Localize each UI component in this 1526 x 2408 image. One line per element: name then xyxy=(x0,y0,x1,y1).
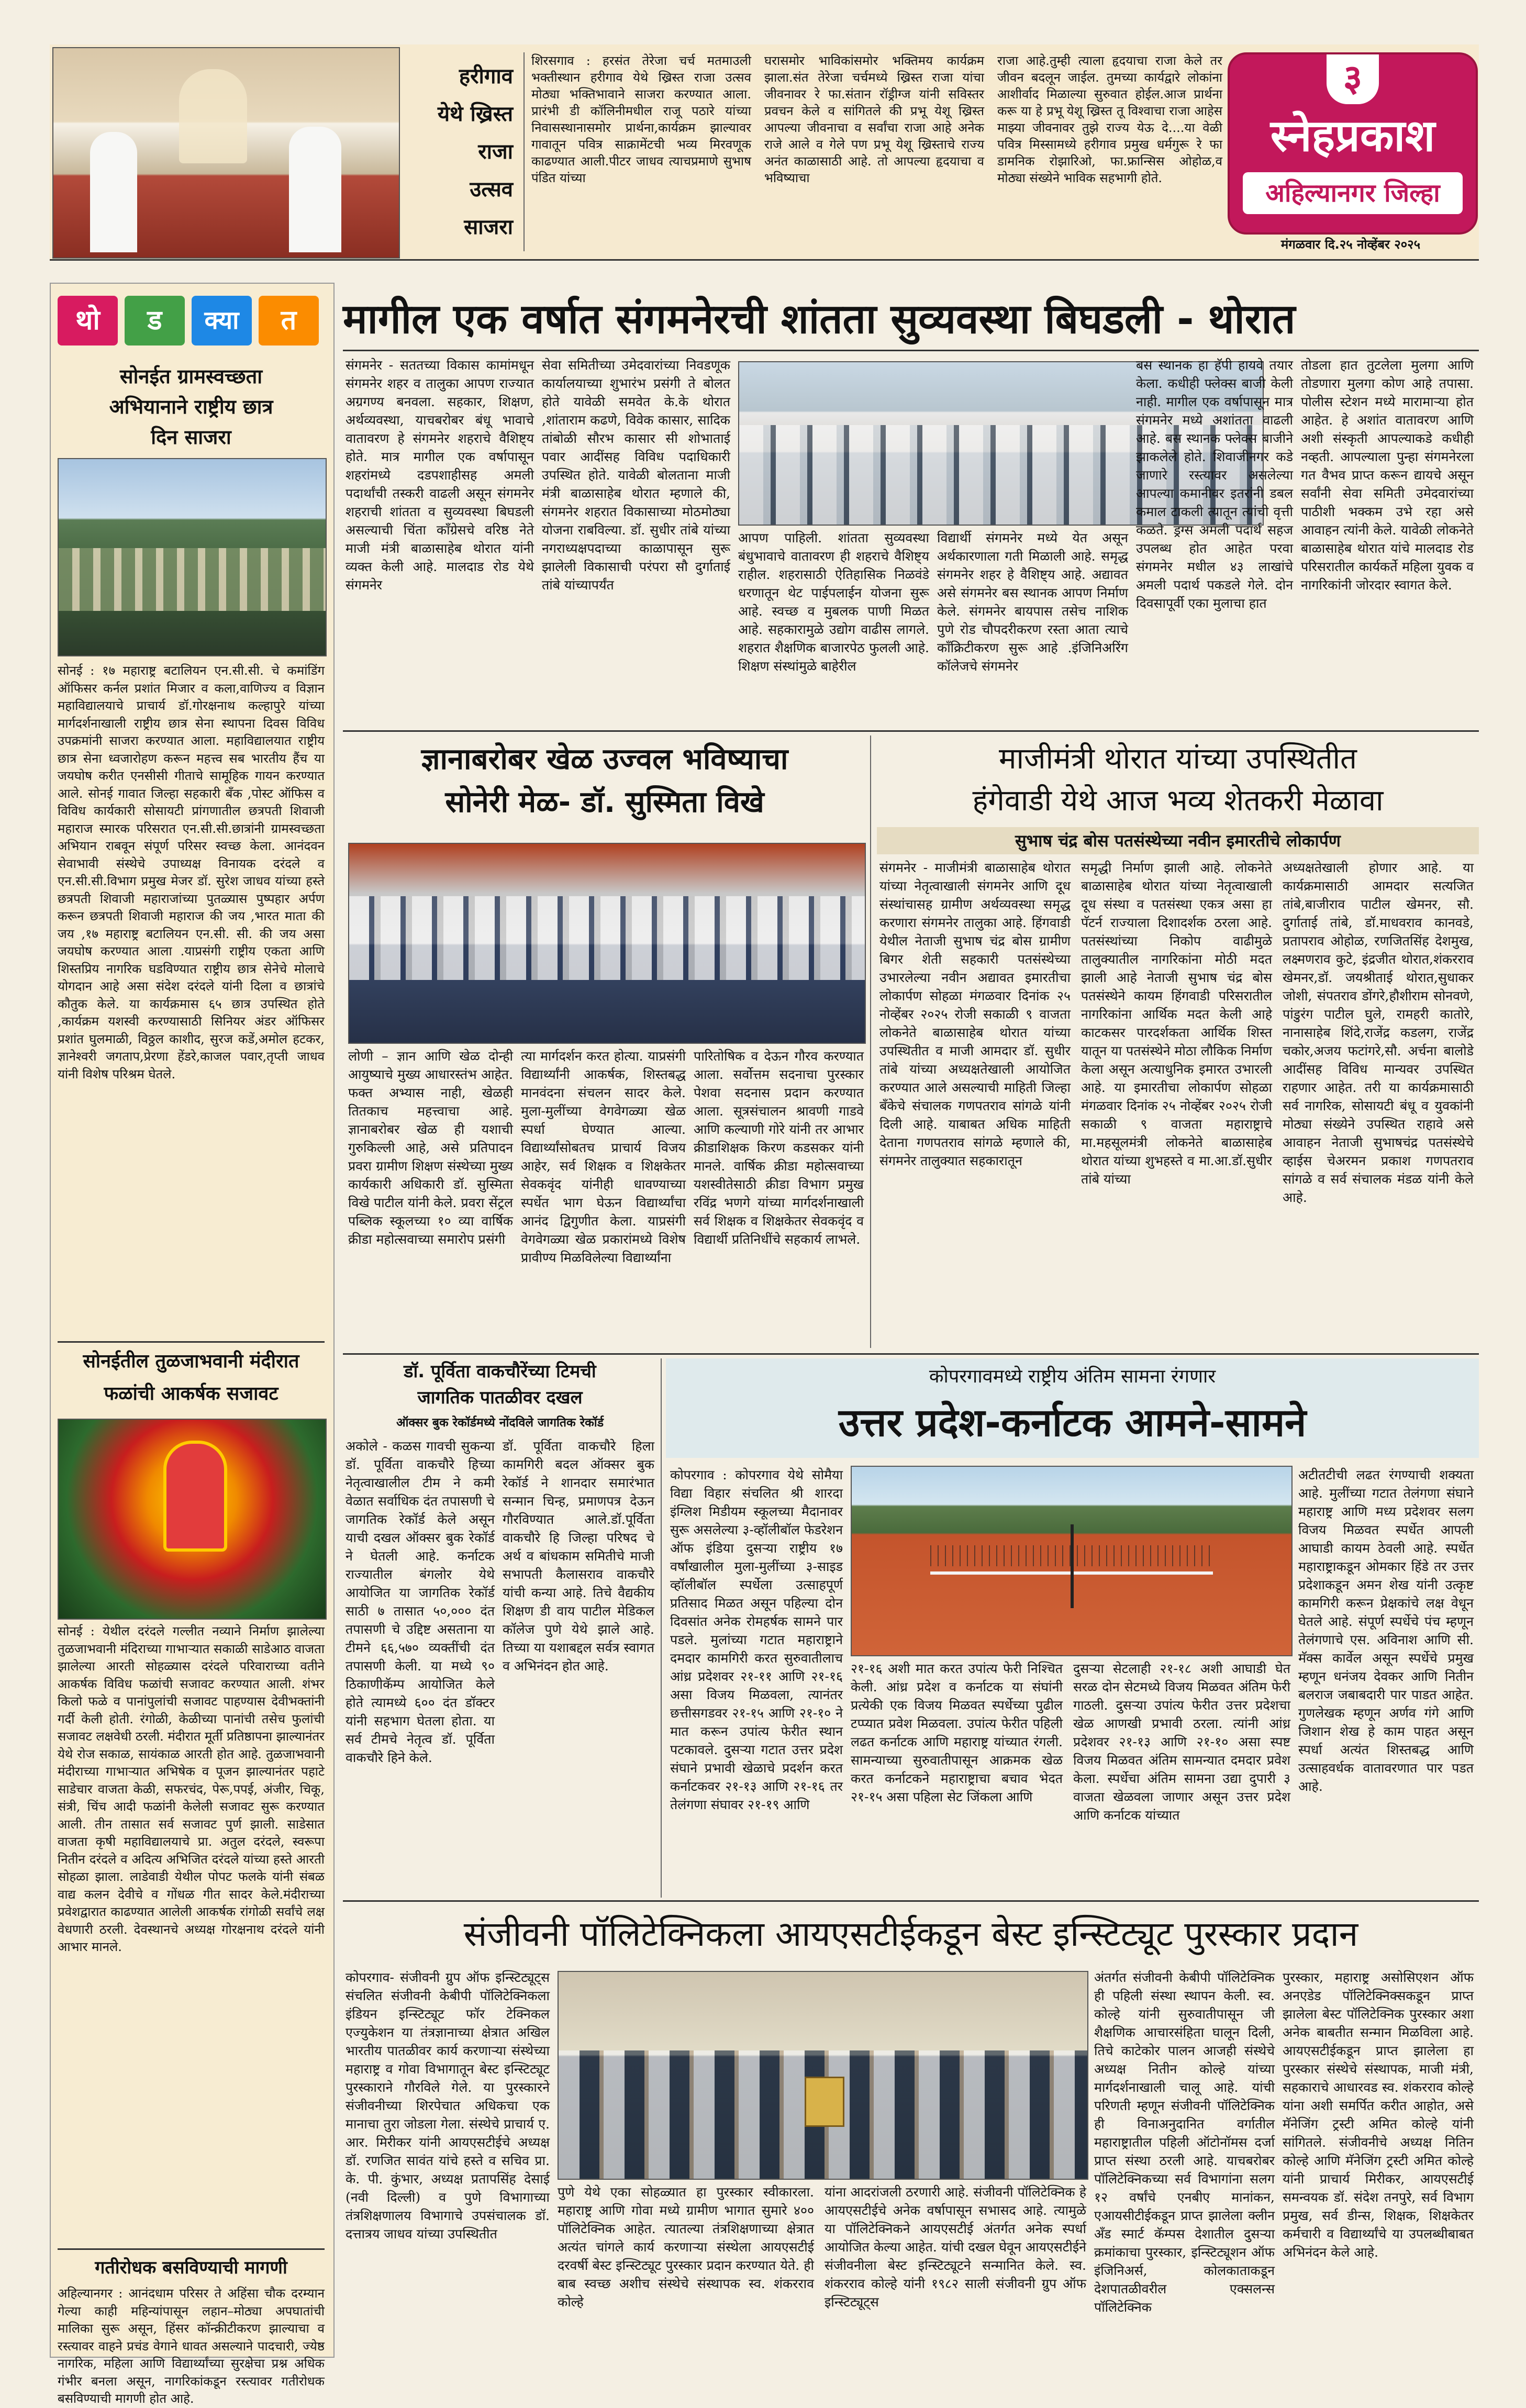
logo-letter: थो xyxy=(58,296,118,345)
divider xyxy=(58,2248,325,2250)
masthead-logo xyxy=(1228,52,1478,235)
record-subhead: ऑक्सर बुक रेकॉर्डमध्ये नोंदविले जागतिक रेकॉर्ड xyxy=(396,1416,604,1430)
sidebar-story1-body: सोनई : १७ महाराष्ट्र बटालियन एन.सी.सी. चे कमांडिंग ऑफिसर कर्नल प्रशांत मिजार व कला,वाणिज्य व विज्ञान महाविद्यालयाचे प्राचार्य डॉ.गोरक्षनाथ कल्हापुरे यांच्या मार्गदर्शनाखाली राष्ट्रीय छात्र सेना स्थापना दिवस विविध उपक्रमांनी साजरा करण्यात आला. महाविद्यालयात राष्ट्रीय छात्र सेना ध्वजारोहण करून महत्त्व सब भारतीय हैंच या जयघोष करीत एनसीसी गीताचे सामूहिक गायन करण्यात आले. सोनई गावात जिल्हा सहकारी बँक ,पोस्ट ऑफिस व विविध कार्यकारी सोसायटी प्रांगणातील छत्रपती शिवाजी महाराज स्मारक परिसरात एन.सी.सी.छात्रांनी ग्रामस्वच्छता अभियान राबवून संपूर्ण परिसर स्वच्छ केला. आनंदवन सेवाभावी संस्थेचे उपाध्यक्ष विनायक दरंदले व एन.सी.सी.विभाग प्रमुख मेजर डॉ. सुरेश जाधव यांच्या हस्ते छत्रपती शिवाजी महाराजांच्या पुतळ्यास पुष्पहार अर्पण करून छत्रपती शिवाजी महाराज की जय ,भारत माता की जय ,१७ महाराष्ट्र बटालियन एन.सी. सी. की जय असा जयघोष करण्यात आला .याप्रसंगी राष्ट्रीय एकता आणि शिस्तप्रिय नागरिक घडविण्यात राष्ट्रीय छात्र सेनेचे मोलाचे योगदान आहे असा संदेश दरंदले यांनी दिला व छात्रांचे कौतुक केले. या कार्यक्रमास ६५ छात्र उपस्थित होते ,कार्यक्रम यशस्वी करण्यासाठी सिनियर अंडर ऑफिसर प्रशांत घुलमाळी, विठ्ठल काशीद, सुरज कडें,अमोल हटकर, ज्ञानेश्वरी जगताप,प्रेरणा हेंडरे,काजल पवार,तृप्ती जाधव यांनी विशेष परिश्रम घेतले. xyxy=(58,663,325,1082)
lead-col2: सेवा समितीच्या उमेदवारांच्या निवडणूक कार्यालयाच्या शुभारंभ प्रसंगी ते बोलत होते यावेळी समवेत के.के थोरात ,शांताराम कढणे, विवेक कासार, सादिक तांबोळी सौरभ कासार सी शोभाताई पवार आदींसह विविध पदाधिकारी उपस्थित होते. यावेळी बोलताना माजी मंत्री बाळासाहेब थोरात म्हणाले की, संगमनेर शहरात विकासाच्या मोठमोठ्या योजना राबविल्या. डॉ. सुधीर तांबे यांच्या नगराध्यक्षपदाच्या काळापासून सुरू झालेली विकासाची परंपरा सौ दुर्गाताई तांबे यांच्यापर्यंत xyxy=(542,358,730,593)
sidebar-story1-headline: सोनईत ग्रामस्वच्छता अभियानाने राष्ट्रीय छात्र दिन साजरा xyxy=(109,365,273,449)
award-ceremony-photo xyxy=(558,1971,1088,2180)
sidebar-story3-headline: गतीरोधक बसविण्याची मागणी xyxy=(95,2257,287,2278)
polytechnic-col5: पुरस्कार, महाराष्ट्र असोसिएशन ऑफ अनएडेड पॉलिटेक्निक्सकडून प्राप्त झालेला बेस्ट पॉलिटेक्निक पुरस्कार अशा अनेक बाबतीत सन्मान मिळविला आहे. आयएसटीईकडून प्राप्त झालेला हा पुरस्कार संस्थेचे संस्थापक, माजी मंत्री, सहकाराचे आधारवड स्व. शंकरराव कोल्हे यांना अशी समर्पित करीत आहोत, असे मॅनेजिंग ट्रस्टी अमित कोल्हे यांनी सांगितले. संजीवनीचे अध्यक्ष नितिन कोल्हे आणि मॅनेजिंग ट्रस्टी अमित कोल्हे यांनी प्राचार्य मिरीकर, आयएसटीई समन्वयक डॉ. संदेश तनपुरे, सर्व विभाग प्रमुख, सर्व डीन्स, शिक्षक, शिक्षकेतर कर्मचारी व विद्यार्थ्यांचे या उपलब्धीबाबत अभिनंदन केले आहे. xyxy=(1283,1970,1474,2260)
logo-letter: ड xyxy=(125,296,185,345)
top-story-col1: शिरसगाव : हरसंत तेरेजा चर्च मतमाउली भक्तीस्थान हरीगाव येथे ख्रिस्त राजा उत्सव मोठ्या भक्तिभावाने साजरा करण्यात आला. प्रारंभी डी कॉलिनीमधील राजू पठारे यांच्या निवासस्थानासमोर प्रार्थना,कार्यक्रम झाल्यावर गावातून पवित्र साक्रामेंटची भव्य मिरवणूक काढण्यात आली.पीटर जाधव त्याचप्रमाणे सुभाष पंडित यांच्या xyxy=(531,53,751,185)
page-number: ३ xyxy=(1327,54,1379,104)
farmers-subhead: सुभाष चंद्र बोस पतसंस्थेच्या नवीन इमारतीचे लोकार्पण xyxy=(877,827,1479,854)
record-headline: डॉ. पूर्विता वाकचौरेंच्या टिमची जागतिक पातळीवर दखल xyxy=(404,1361,596,1408)
polytechnic-headline: संजीवनी पॉलिटेक्निकला आयएसटीईकडून बेस्ट इन्स्टिट्यूट पुरस्कार प्रदान xyxy=(463,1914,1358,1954)
lead-col4: विद्यार्थी संगमनेर मध्ये येत असून अर्थकारणाला गती मिळाली आहे. समृद्ध संगमनेर शहर हे वैशिष्ट्य आहे. अद्यावत असे संगमनेर बस स्थानक आपण निर्माण केले. संगमनेर बायपास तसेच नाशिक पुणे रोड चौपदरीकरण रस्ता आता त्याचे काँक्रिटीकरण सुरू आहे .इंजिनिअरिंग कॉलेजचे संगमनेर xyxy=(937,530,1128,674)
divider xyxy=(343,1353,1479,1355)
sports-day-photo xyxy=(348,843,866,1044)
record-col2: डॉ. पूर्विता वाकचौरे हिला कामगिरी बदल ऑक्सर बुक रेकॉर्ड ने शानदार समारंभात सन्मान चिन्ह, प्रमाणपत्र देऊन गौरविण्यात आले.डॉ.पूर्विता वाकचौरे हि जिल्हा परिषद चे अर्थ व बांधकाम समितीचे माजी सभापती कैलासराव वाकचौरे यांची कन्या आहे. तिचे वैद्यकीय शिक्षण डी वाय पाटील मेडिकल कॉलेज पुणे येथे झाले आहे. तिच्या या यशाबद्दल सर्वत्र स्वागत व अभिनंदन होत आहे. xyxy=(503,1439,654,1674)
logo-letter: क्या xyxy=(192,296,252,345)
farmers-col3: अध्यक्षतेखाली होणार आहे. या कार्यक्रमासाठी आमदार सत्यजित तांबे,बाजीराव पाटील खेमनर, सौ. दुर्गाताई तांबे, डॉ.माधवराव कानवडे, प्रतापराव ओहोळ, रणजितसिंह देशमुख, लक्ष्मणराव कुटे, इंद्रजीत थोरात,शंकरराव खेमनर,डॉ. जयश्रीताई थोरात,सुधाकर जोशी, संपतराव डोंगरे,हौशीराम सोनवणे, पांडुरंग पाटील घुले, रामहरी कातोरे, नानासाहेब शिंदे,राजेंद्र कडलग, राजेंद्र चकोर,अजय फटांगरे,सौ. अर्चना बालोडे आदींसह विविध मान्यवर उपस्थित राहणार आहेत. तरी या कार्यक्रमासाठी सर्व नागरिक, सोसायटी बंधू व युवकांनी मोठ्या संख्येने उपस्थित राहावे असे आवाहन नेताजी सुभाषचंद्र पतसंस्थेचे व्हाईस चेअरमन प्रकाश गणपतराव सांगळे व सर्व संचालक मंडळ यांनी केले आहे. xyxy=(1283,860,1474,1205)
polytechnic-col1: कोपरगाव- संजीवनी ग्रुप ऑफ इन्स्टिट्यूट्स संचलित संजीवनी केबीपी पॉलिटेक्निकला इंडियन इन्स्टिट्यूट फॉर टेक्निकल एज्युकेशन या तंत्रज्ञानाच्या क्षेत्रात अखिल भारतीय पातळीवर कार्य करणाऱ्या संस्थेच्या महाराष्ट्र व गोवा विभागातून बेस्ट इन्स्टिट्यूट पुरस्काराने गौरविले गेले. या पुरस्कारने संजीवनीच्या शिरपेचात अधिकचा एक मानाचा तुरा जोडला गेला. संस्थेचे प्राचार्य ए. आर. मिरीकर यांनी आयएसटीईचे अध्यक्ष डॉ. रणजित सावंत यांचे हस्ते व सचिव प्रा. के. पी. कुंभार, अध्यक्ष प्रतापसिंह देसाई (नवी दिल्ली) व पुणे विभागाच्या तंत्रशिक्षणालय विभागाचे उपसंचालक डॉ. दत्तात्रय जाधव यांच्या उपस्थितीत xyxy=(346,1970,550,2242)
sports-col2: त्या मार्गदर्शन करत होत्या. याप्रसंगी विद्यार्थ्यांनी आकर्षक, शिस्तबद्ध मानवंदना संचलन सादर केले. मुला-मुलींच्या वेगवेगळ्या खेळ स्पर्धा घेण्यात आल्या. विद्यार्थ्यांसोबतच प्राचार्य विजय आहेर, सर्व शिक्षक व शिक्षकेतर सेवकवृंद यांनीही धावण्याच्या स्पर्धेत भाग घेऊन विद्यार्थ्यांचा आनंद द्विगुणीत केला. याप्रसंगी वेगवेगळ्या खेळ प्रकारांमध्ये विशेष प्रावीण्य मिळविलेल्या विद्यार्थ्यांना xyxy=(521,1049,686,1265)
divider xyxy=(661,1358,662,1898)
volleyball-col2: २१-१६ अशी मात करत उपांत्य फेरी निश्चित केली. आंध्र प्रदेश व कर्नाटक या संघांनी प्रत्येकी एक विजय मिळवत स्पर्धेच्या पुढील टप्प्यात प्रवेश मिळवला. उपांत्य फेरीत पहिली लढत कर्नाटक आणि महाराष्ट्र यांच्यात रंगली. सामन्याच्या सुरुवातीपासून आक्रमक खेळ करत कर्नाटकने महाराष्ट्राचा बचाव भेदत २१-१५ असा पहिला सेट जिंकला आणि xyxy=(851,1661,1063,1804)
ncc-cadets-photo xyxy=(58,458,327,656)
church-procession-photo xyxy=(52,47,400,259)
volleyball-headline: उत्तर प्रदेश-कर्नाटक आमने-सामने xyxy=(838,1400,1307,1445)
volleyball-court-photo xyxy=(851,1466,1293,1656)
top-story-col2: घरासमोर भाविकांसमोर भक्तिमय कार्यक्रम झाला.संत तेरेजा चर्चमध्ये ख्रिस्त राजा यांचा जीवनावर रे फा.संतान रॉड्रीग्ज यांनी सविस्तर प्रवचन केले व सांगितले की प्रभू येशू ख्रिस्त आपल्या जीवनाचा व सर्वांचा राजा आहे अनेक राजे आले व गेले पण प्रभू येशू ख्रिस्ताचे राज्य अनंत काळासाठी आहे. तो आपल्या हृदयाचा व भविष्याचा xyxy=(764,53,984,185)
farmers-col2: समृद्धी निर्माण झाली आहे. लोकनेते बाळासाहेब थोरात यांच्या नेतृत्वाखाली दूध संस्था व पतसंस्था एकत्र असा हा पॅटर्न राज्याला दिशादर्शक ठरला आहे. पतसंस्थांच्या निकोप वाढीमुळे तालुक्यातील नागरिकांना मोठी मदत झाली आहे नेताजी सुभाष चंद्र बोस पतसंस्थेने कायम हिंगवाडी परिसरातील नागरिकांना आर्थिक मदत केली आहे काटकसर पारदर्शकता आर्थिक शिस्त यातून या पतसंस्थेने मोठा लौकिक निर्माण केला असून अत्याधुनिक इमारत उभारली आहे. या इमारतीचा लोकार्पण सोहळा मंगळवार दिनांक २५ नोव्हेंबर २०२५ रोजी सकाळी ९ वाजता महाराष्ट्राचे मा.महसूलमंत्री लोकनेते बाळासाहेब थोरात यांच्या शुभहस्ते व मा.आ.डॉ.सुधीर तांबे यांच्या xyxy=(1081,860,1272,1187)
lead-col3: आपण पाहिली. शांतता सुव्यवस्था बंधुभावाचे वातावरण ही शहराचे वैशिष्ट्य राहील. शहरासाठी ऐतिहासिक निळवंडे धरणातून थेट पाईपलाईन योजना सुरू आहे. स्वच्छ व मुबलक पाणी मिळत आहे. सहकारामुळे उद्योग वाढीस लागले. शहरात शैक्षणिक बाजारपेठ फुलली आहे. शिक्षण संस्थांमुळे बाहेरील xyxy=(738,530,929,674)
volleyball-col1: कोपरगाव : कोपरगाव येथे सोमैया विद्या विहार संचलित श्री शारदा इंग्लिश मिडीयम स्कूलच्या मैदानावर सुरू असलेल्या ३-व्हॉलीबॉल फेडरेशन ऑफ इंडिया दुसऱ्या राष्ट्रीय १७ वर्षांखालील मुला-मुलींच्या ३-साइड व्हॉलीबॉल स्पर्धेला उत्साहपूर्ण प्रतिसाद मिळत असून पहिल्या दोन दिवसांत अनेक रोमहर्षक सामने पार पडले. मुलांच्या गटात महाराष्ट्राने दमदार कामगिरी करत सुरुवातीलाच आंध्र प्रदेशवर २१-११ आणि २१-१६ असा विजय मिळवला, त्यानंतर छत्तीसगडवर २१-१५ आणि २१-१० ने मात करून उपांत्य फेरीत स्थान पटकावले. दुसऱ्या गटात उत्तर प्रदेश संघाने प्रभावी खेळाचे प्रदर्शन करत कर्नाटकवर २१-१३ आणि २१-१६ तर तेलंगणा संघावर २१-१९ आणि xyxy=(670,1467,843,1812)
edition-label: अहिल्यानगर जिल्हा xyxy=(1243,172,1463,214)
top-story-headline: हरीगाव येथे ख्रिस्त राजा उत्सव साजरा xyxy=(437,64,513,239)
polytechnic-col4: अंतर्गत संजीवनी केबीपी पॉलिटेक्निक ही पहिली संस्था स्थापन केली. स्व. कोल्हे यांनी सुरुवातीपासून जी शैक्षणिक आचारसंहिता घालून दिली, तिचे काटेकोर पालन आजही संस्थेचे अध्यक्ष नितीन कोल्हे यांच्या मार्गदर्शनाखाली चालू आहे. यांची परिणती म्हणून संजीवनी पॉलिटेक्निक ही विनाअनुदानित वर्गातील महाराष्ट्रातील पहिली ऑटोनॉमस दर्जा प्राप्त संस्था ठरली आहे. याचबरोबर पॉलिटेक्निकच्या सर्व विभागांना सलग १२ वर्षांचे एनबीए मानांकन, एआयसीटीईकडून प्राप्त झालेला क्लीन अँड स्मार्ट कॅम्पस देशातील दुसऱ्या क्रमांकाचा पुरस्कार, इन्स्टिट्यूशन ऑफ इंजिनिअर्स, कोलकाताकडून देशपातळीवरील एक्सलन्स पॉलिटेक्निक xyxy=(1094,1970,1275,2315)
sidebar-story2-headline: सोनईतील तुळजाभवानी मंदीरात फळांची आकर्षक सजावट xyxy=(83,1351,299,1404)
volleyball-kicker: कोपरगावमध्ये राष्ट्रीय अंतिम सामना रंगणार xyxy=(929,1366,1216,1387)
paper-name: स्नेहप्रकाश xyxy=(1270,110,1435,161)
lead-col5: बस स्थानक हा हॅपी हायवे तयार केला. कधीही फ्लेक्स बाजी केली नाही. मागील एक वर्षापासून मात्र संगमनेर मध्ये अशांतता वाढली आहे. बस स्थानक फ्लेक्स बाजीने झाकलेले होते. शिवाजीनगर कडे जाणारे रस्त्यावर असलेल्या आपल्या कमानीवर इतरांनी डबल कमाल टाकली त्यातून त्यांची वृत्ती कळते. ड्रग्स अमली पदार्थ सहज उपलब्ध होत आहेत परवा संगमनेर मधील ४३ लाखांचे अमली पदार्थ पकडले गेले. दोन दिवसापूर्वी एका मुलाचा हात xyxy=(1136,358,1293,611)
divider xyxy=(58,1341,325,1343)
polytechnic-col3: यांना आदरांजली ठरणारी आहे. संजीवनी पॉलिटेक्निक हे आयएसटीईचे अनेक वर्षापासून सभासद आहे. त्यामुळे या पॉलिटेक्निकने आयएसटीई अंतर्गत अनेक स्पर्धा आयोजित केल्या आहेत. यांची दखल घेवून आयएसटीईने संजीवनीला बेस्ट इन्स्टिट्यूटने सन्मानित केले. स्व. शंकरराव कोल्हे यांनी १९८२ साली संजीवनी ग्रुप ऑफ इन्स्टिट्यूट्स xyxy=(825,2184,1086,2310)
divider xyxy=(343,730,1479,732)
issue-date: मंगळवार दि.२५ नोव्हेंबर २०२५ xyxy=(1280,237,1421,252)
volleyball-col4: अटीतटीची लढत रंगण्याची शक्यता आहे. मुलींच्या गटात तेलंगणा संघाने महाराष्ट्र आणि मध्य प्रदेशवर सलग विजय मिळवत स्पर्धेत आपली आघाडी कायम ठेवली आहे. स्पर्धेत महाराष्ट्राकडून ओमकार हिंडे तर उत्तर प्रदेशाकडून अमन शेख यांनी उत्कृष्ट कामगिरी करून प्रेक्षकांचे लक्ष वेधून घेतले आहे. संपूर्ण स्पर्धेचे पंच म्हणून तेलंगणाचे एस. अविनाश आणि सी. मॅक्स कार्वेल असून स्पर्धेचे प्रमुख म्हणून धनंजय देवकर आणि नितीन बलराज जबाबदारी पार पाडत आहेत. गुणलेखक म्हणून अर्णव गंगे आणि जिशान शेख हे काम पाहत असून स्पर्धा अत्यंत शिस्तबद्ध आणि उत्साहवर्धक वातावरणात पार पडत आहे. xyxy=(1298,1467,1474,1794)
sports-col3: पारितोषिक व देऊन गौरव करण्यात आला. सर्वोत्तम सदनाचा पुरस्कार पेशवा सदनास प्रदान करण्यात आला. सूत्रसंचालन श्रावणी गाडवे आणि कल्याणी गोरे यांनी तर आभार क्रीडाशिक्षक किरण कडसकर यांनी मानले. वार्षिक क्रीडा महोत्सवाच्या यशस्वीतेसाठी क्रीडा विभाग प्रमुख रविंद्र भणगे यांच्या मार्गदर्शनाखाली सर्व शिक्षक व शिक्षकेतर सेवकवृंद व विद्यार्थी प्रतिनिधींचे सहकार्य लाभले. xyxy=(694,1049,864,1247)
farmers-col1: संगमनेर - माजीमंत्री बाळासाहेब थोरात यांच्या नेतृत्वाखाली संगमनेर आणि दूध संस्थांचासह ग्रामीण अर्थव्यवस्था समृद्ध करणारा संगमनेर तालुका आहे. हिंगवाडी येथील नेताजी सुभाष चंद्र बोस ग्रामीण बिगर शेती सहकारी पतसंस्थेच्या उभारलेल्या नवीन अद्यावत इमारतीचा लोकार्पण सोहळा मंगळवार दिनांक २५ नोव्हेंबर २०२५ रोजी सकाळी ९ वाजता लोकनेते बाळासाहेब थोरात यांच्या उपस्थितीत व माजी आमदार डॉ. सुधीर तांबे यांच्या अध्यक्षतेखाली आयोजित करण्यात आले असल्याची माहिती जिल्हा बँकेचे संचालक गणपतराव सांगळे यांनी दिली आहे. याबाबत अधिक माहिती देताना गणपतराव सांगळे म्हणाले की, संगमनेर तालुक्यात सहकारातून xyxy=(879,860,1071,1168)
sports-headline: ज्ञानाबरोबर खेळ उज्वल भविष्याचा सोनेरी मेळ- डॉ. सुस्मिता विखे xyxy=(421,742,788,819)
sidebar-story2-body: सोनई : येथील दरंदले गल्लीत नव्याने निर्माण झालेल्या तुळजाभवानी मंदिराच्या गाभाऱ्यात सकाळी साडेआठ वाजता झालेल्या आरती सोहळ्यास दरंदले परिवाराच्या वतीने आकर्षक विविध फळांची सजावट करण्यात आली. शंभर किलो फळे व पानांपुलांची सजावट पाहण्यास देवीभक्तांनी गर्दी केली होती. रंगोळी, केळीच्या पानांची तसेच फुलांची सजावट लक्षवेधी ठरली. मंदीरात मूर्ती प्रतिष्ठापना झाल्यानंतर येथे रोज सकाळ, सायंकाळ आरती होत आहे. तुळजाभवानी मंदीराच्या गाभाऱ्यात अभिषेक व पूजन झाल्यानंतर पहाटे साडेचार वाजता केळी, सफरचंद, पेरू,पपई, अंजीर, चिकू, संत्री, चिंच आदी फळांनी केलेली सजावट सुरू करण्यात आली. तीन तासात सर्व सजावट पुर्ण झाली. साडेसात वाजता कृषी महाविद्यालयाचे प्रा. अतुल दरंदले, स्वरूपा नितीन दरंदले व अदित्य अभिजित दरंदले यांच्या हस्ते आरती सोहळा झाला. लाडेवाडी येथील पोपट फलके यांनी संबळ वाद्य कलन देवीचे व गोंधळ गीत सादर केले.मंदीराच्या प्रवेशद्वारात काढण्यात आलेली आकर्षक रांगोळी सर्वांचे लक्ष वेधणारी ठरली. देवस्थानचे अध्यक्ष गोरक्षनाथ दरंदले यांनी आभार मानले. xyxy=(58,1624,325,1954)
volleyball-col3: दुसऱ्या सेटलाही २१-१८ अशी आघाडी घेत सरळ दोन सेटमध्ये विजय मिळवत अंतिम फेरी गाठली. दुसऱ्या उपांत्य फेरीत उत्तर प्रदेशचा खेळ आणखी प्रभावी ठरला. त्यांनी आंध्र प्रदेशवर २१-१३ आणि २१-१० असा स्पष्ट विजय मिळवत अंतिम सामन्यात दमदार प्रवेश केला. स्पर्धेचा अंतिम सामना उद्या दुपारी ३ वाजता खेळवला जाणार असून उत्तर प्रदेश आणि कर्नाटक यांच्यात xyxy=(1073,1661,1290,1823)
farmers-headline: माजीमंत्री थोरात यांच्या उपस्थितीत हंगेवाडी येथे आज भव्य शेतकरी मेळावा xyxy=(972,742,1384,818)
sidebar-logo xyxy=(58,293,325,351)
lead-headline: मागील एक वर्षात संगमनेरची शांतता सुव्यवस्था बिघडली - थोरात xyxy=(343,296,1296,343)
divider xyxy=(343,1900,1479,1902)
fruit-decoration-photo xyxy=(58,1419,327,1620)
divider xyxy=(523,52,525,251)
polytechnic-col2: पुणे येथे एका सोहळ्यात हा पुरस्कार स्वीकारला. महाराष्ट्र आणि गोवा मध्ये ग्रामीण भागात सुमारे ४०० पॉलिटेक्निक आहेत. त्यातल्या तंत्रशिक्षणाच्या क्षेत्रात अत्यंत चांगले कार्य करणाऱ्या संस्थेला आयएसटीई दरवर्षी बेस्ट इन्स्टिट्यूट पुरस्कार प्रदान करण्यात येते. ही बाब स्वच्छ अशीच संस्थेचे संस्थापक स्व. शंकरराव कोल्हे xyxy=(558,2184,814,2310)
lead-col6: तोडला हात तुटलेला मुलगा आणि तोडणारा मुलगा कोण आहे तपासा. पोलीस स्टेशन मध्ये मारामाऱ्या होत आहेत. हे अशांत वातावरण आणि अशी संस्कृती आपल्याकडे कधीही नव्हती. आपल्याला पुन्हा संगमनेरला गत वैभव प्राप्त करून द्यायचे असून सर्वांनी सेवा समिती उमेदवारांच्या पाठीशी भक्कम उभे रहा असे आवाहन त्यांनी केले. यावेळी लोकनेते बाळासाहेब थोरात यांचे मालदाड रोड परिसरातील कार्यकर्ते महिला युवक व नागरिकांनी जोरदार स्वागत केले. xyxy=(1301,358,1474,593)
sidebar-story3-body: अहिल्यानगर : आनंदधाम परिसर ते अहिंसा चौक दरम्यान गेल्या काही महिन्यांपासून लहान–मोठ्या अपघातांची मालिका सुरू असून, हिंसर कॉन्क्रीटीकरण झाल्याचा व रस्त्यावर वाहने प्रचंड वेगाने धावत असल्याने पादचारी, ज्येष्ठ नागरिक, महिला आणि विद्यार्थ्यांच्या सुरक्षेचा प्रश्न अधिक गंभीर बनला असून, नागरिकांकडून रस्त्यावर गतीरोधक बसविण्याची मागणी होत आहे. xyxy=(58,2286,325,2406)
divider xyxy=(870,735,871,1348)
divider xyxy=(343,350,1479,351)
logo-letter: त xyxy=(259,296,319,345)
sports-col1: लोणी – ज्ञान आणि खेळ दोन्ही आयुष्याचे मुख्य आधारस्तंभ आहेत. फक्त अभ्यास नाही, खेळही तितकाच महत्त्वाचा आहे. ज्ञानाबरोबर खेळ ही यशाची गुरुकिल्ली आहे, असे प्रतिपादन प्रवरा ग्रामीण शिक्षण संस्थेच्या मुख्य कार्यकारी अधिकारी डॉ. सुस्मिता विखे पाटील यांनी केले. प्रवरा सेंट्रल पब्लिक स्कूलच्या १० व्या वार्षिक क्रीडा महोत्सवाच्या समारोप प्रसंगी xyxy=(348,1049,513,1247)
lead-col1: संगमनेर - सततच्या विकास कामांमधून संगमनेर शहर व तालुका आपण राज्यात अग्रगण्य बनवला. सहकार, शिक्षण, अर्थव्यवस्था, याचबरोबर बंधू भावाचे वातावरण हे संगमनेर शहराचे वैशिष्ट्य होते. मात्र मागील एक वर्षापासून शहरांमध्ये दडपशाहीसह अमली पदार्थांची तस्करी वाढली असून संगमनेर शहराची शांतता व सुव्यवस्था बिघडली असल्याची चिंता काँग्रेसचे वरिष्ठ नेते माजी मंत्री बाळासाहेब थोरात यांनी व्यक्त केली आहे. मालदाड रोड येथे संगमनेर xyxy=(346,358,534,593)
record-col1: अकोले - कळस गावची सुकन्या डॉ. पूर्विता वाकचौरे हिच्या नेतृत्वाखालील टीम ने कमी वेळात सर्वाधिक दंत तपासणी चे जागतिक रेकॉर्ड केले असून याची दखल ऑक्सर बुक रेकॉर्ड ने घेतली आहे. कर्नाटक राज्यातील बंगलोर येथे आयोजित या जागतिक रेकॉर्ड साठी ७ तासात ५०,००० दंत तपासणी चे उद्दिष्ट असताना या टीमने ६६,५७० व्यक्तींची दंत तपासणी केली. या मध्ये ९० ठिकाणीकॅम्प आयोजित केले होते त्यामध्ये ६०० दंत डॉक्टर यांनी सहभाग घेतला होता. या सर्व टीमचे नेतृत्व डॉ. पूर्विता वाकचौरे हिने केले. xyxy=(346,1439,495,1765)
top-story-col3: राजा आहे.तुम्ही त्याला हृदयाचा राजा केले तर जीवन बदलून जाईल. तुमच्या कार्यद्वारे लोकांना आशीर्वाद मिळाल्या सुरुवात होईल.आज प्रार्थना करू या हे प्रभू येशू ख्रिस्त तू विश्वाचा राजा आहेस माझ्या जीवनावर तुझे राज्य येऊ दे....या वेळी पवित्र मिस्सामध्ये हरीगाव प्रमुख धर्मगुरू रे फा डामनिक रोझारिओ, फा.फ्रान्सिस ओहोळ,व मोठ्या संख्येने भाविक सहभागी होते. xyxy=(997,53,1222,185)
